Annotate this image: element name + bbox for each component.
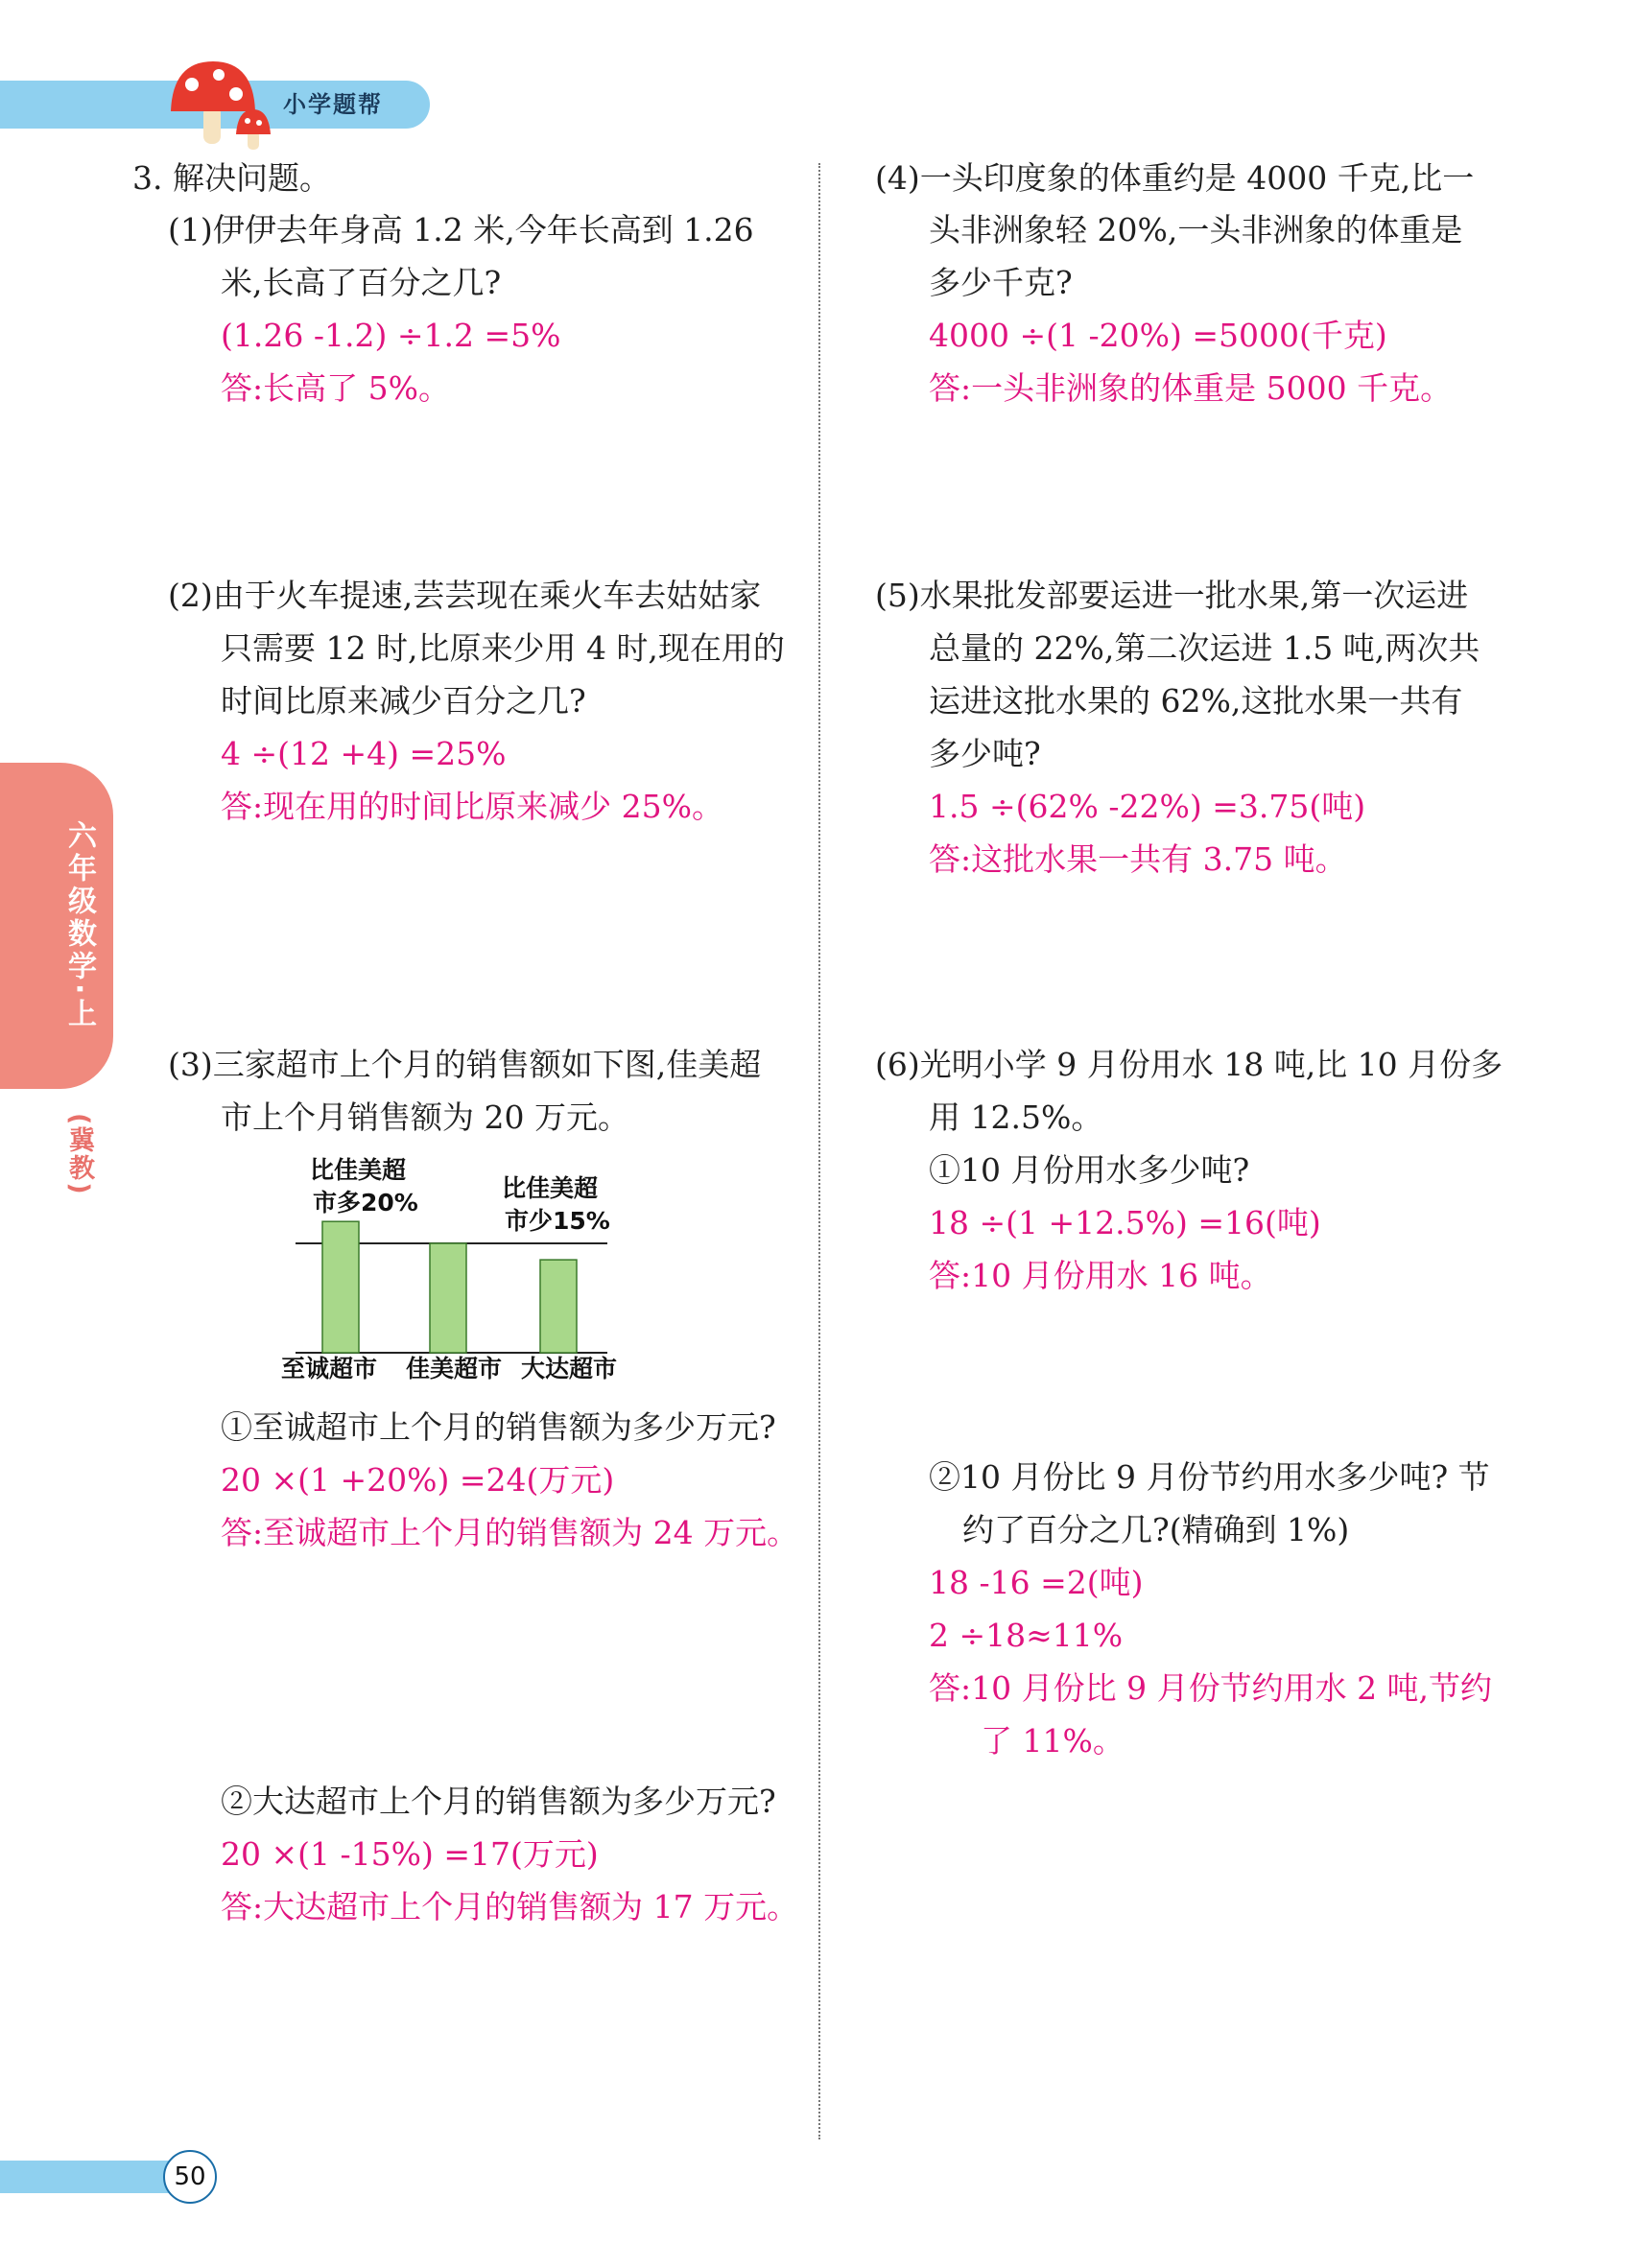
p4-answer-2: 答:一头非洲象的体重是 5000 千克。 [929, 369, 1453, 407]
side-tab-label: 六年级数学·上 [62, 820, 96, 1031]
p5-line-3: 运进这批水果的 62%,这批水果一共有 [929, 682, 1463, 720]
category-label-jiamei: 佳美超市 [406, 1355, 503, 1382]
p2-line-3: 时间比原来减少百分之几? [221, 682, 586, 720]
p3-sub2-answer-2: 答:大达超市上个月的销售额为 17 万元。 [221, 1888, 799, 1925]
p3-sub1-answer-1: 20 ×(1 +20%) =24(万元) [221, 1461, 615, 1499]
p6-sub1-question: ①10 月份用水多少吨? [929, 1151, 1250, 1189]
p3-sub2-answer-1: 20 ×(1 -15%) =17(万元) [221, 1835, 599, 1873]
p4-line-3: 多少千克? [929, 264, 1073, 301]
annotation-line-1: 比佳美超 [310, 1156, 407, 1184]
p1-answer-2: 答:长高了 5%。 [221, 369, 450, 407]
p4-answer-1: 4000 ÷(1 -20%) =5000(千克) [929, 317, 1387, 354]
category-label-dada: 大达超市 [521, 1355, 618, 1382]
p2-answer-2: 答:现在用的时间比原来减少 25%。 [221, 788, 723, 825]
p6-sub2-answer-3: 答:10 月份比 9 月份节约用水 2 吨,节约 [929, 1669, 1493, 1707]
p3-sub1-answer-2: 答:至诚超市上个月的销售额为 24 万元。 [221, 1514, 799, 1551]
p6-sub2-question-1: ②10 月份比 9 月份节约用水多少吨? 节 [929, 1458, 1490, 1496]
bar-3 [540, 1260, 577, 1353]
p6-line-1: (6)光明小学 9 月份用水 18 吨,比 10 月份多 [875, 1046, 1504, 1083]
column-divider [818, 163, 820, 2139]
sales-bar-chart [276, 1142, 651, 1391]
p5-line-4: 多少吨? [929, 735, 1041, 772]
side-tab-edition: (冀教) [64, 1113, 94, 1196]
annotation-line-2: 市多20% [313, 1189, 418, 1217]
p5-line-1: (5)水果批发部要运进一批水果,第一次运进 [875, 577, 1469, 614]
p3-line-2: 市上个月销售额为 20 万元。 [221, 1099, 629, 1136]
p6-sub2-answer-4: 了 11%。 [981, 1722, 1125, 1760]
p5-line-2: 总量的 22%,第二次运进 1.5 吨,两次共 [929, 629, 1480, 667]
p6-sub1-answer-1: 18 ÷(1 +12.5%) =16(吨) [929, 1204, 1321, 1241]
p1-line-2: 米,长高了百分之几? [221, 264, 502, 301]
p6-sub2-answer-1: 18 -16 =2(吨) [929, 1564, 1144, 1601]
p6-line-2: 用 12.5%。 [929, 1099, 1103, 1136]
mushroom-logo [163, 56, 288, 152]
annotation-line-4: 市少15% [505, 1207, 610, 1235]
page-number: 50 [163, 2150, 217, 2204]
bar-1 [322, 1221, 359, 1353]
p2-line-2: 只需要 12 时,比原来少用 4 时,现在用的 [221, 629, 785, 667]
p3-sub1-question: ①至诚超市上个月的销售额为多少万元? [221, 1408, 776, 1446]
p3-sub2-question: ②大达超市上个月的销售额为多少万元? [221, 1783, 776, 1820]
p4-line-2: 头非洲象轻 20%,一头非洲象的体重是 [929, 211, 1463, 248]
p5-answer-2: 答:这批水果一共有 3.75 吨。 [929, 840, 1347, 878]
p6-sub1-answer-2: 答:10 月份用水 16 吨。 [929, 1257, 1272, 1294]
section-heading: 3. 解决问题。 [132, 159, 331, 197]
p3-line-1: (3)三家超市上个月的销售额如下图,佳美超 [168, 1046, 762, 1083]
p6-sub2-question-2: 约了百分之几?(精确到 1%) [962, 1511, 1350, 1548]
p4-line-1: (4)一头印度象的体重约是 4000 千克,比一 [875, 159, 1475, 197]
p1-line-1: (1)伊伊去年身高 1.2 米,今年长高到 1.26 [168, 211, 754, 248]
p2-answer-1: 4 ÷(12 +4) =25% [221, 735, 507, 772]
p1-answer-1: (1.26 -1.2) ÷1.2 =5% [221, 317, 561, 354]
bar-2 [430, 1243, 466, 1353]
header-title: 小学题帮 [283, 91, 383, 118]
p6-sub2-answer-2: 2 ÷18≈11% [929, 1617, 1124, 1654]
p2-line-1: (2)由于火车提速,芸芸现在乘火车去姑姑家 [168, 577, 762, 614]
category-label-zhicheng: 至诚超市 [281, 1355, 378, 1382]
annotation-line-3: 比佳美超 [502, 1174, 599, 1202]
p5-answer-1: 1.5 ÷(62% -22%) =3.75(吨) [929, 788, 1366, 825]
